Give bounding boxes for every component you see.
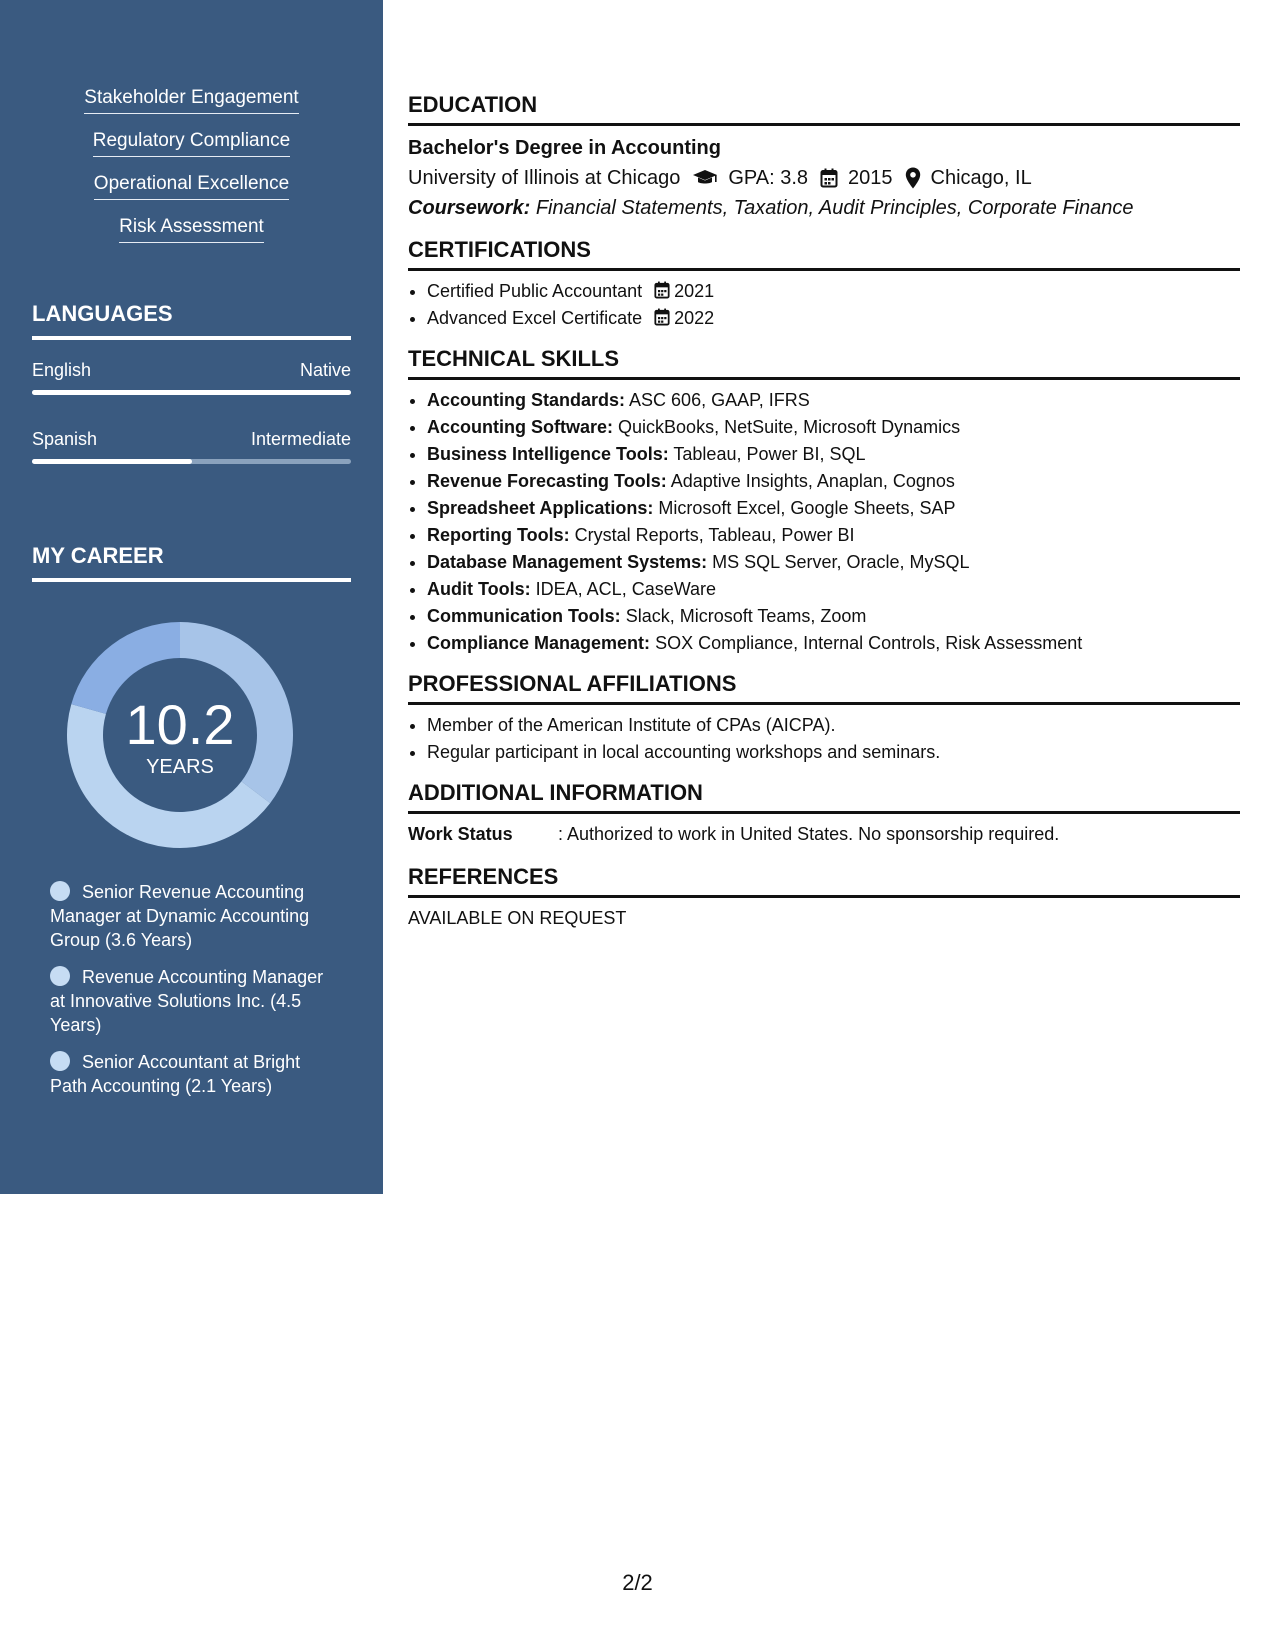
references-text: AVAILABLE ON REQUEST xyxy=(408,908,627,928)
list-item xyxy=(427,630,1240,657)
skill-label: Audit Tools: xyxy=(427,579,531,599)
list-item xyxy=(427,549,1240,576)
skill-label: Revenue Forecasting Tools: xyxy=(427,471,667,491)
calendar-icon xyxy=(820,168,838,188)
language-level: Native xyxy=(299,360,351,380)
language-bar-fill xyxy=(32,459,192,464)
skill-value: Crystal Reports, Tableau, Power BI xyxy=(574,525,855,545)
bullet-dot-icon xyxy=(50,1051,70,1071)
list-item xyxy=(427,414,1240,441)
technical-skills-list xyxy=(408,387,1240,657)
skill-label: Business Intelligence Tools: xyxy=(427,444,669,464)
career-heading: MY CAREER xyxy=(32,541,351,582)
list-item xyxy=(427,522,1240,549)
location-pin-icon xyxy=(905,167,921,189)
certifications-heading: CERTIFICATIONS xyxy=(408,235,1240,271)
list-item: • Regular participant in local accounting workshops and seminars. xyxy=(427,739,1240,766)
school-name: University of Illinois at Chicago xyxy=(408,167,681,189)
certification-name: Certified Public Accountant xyxy=(427,281,643,301)
coursework xyxy=(408,193,1240,223)
page-number: 2/2 xyxy=(622,1570,653,1595)
additional-info-heading: ADDITIONAL INFORMATION xyxy=(408,778,1240,814)
career-item xyxy=(50,1050,340,1098)
language-row-spanish xyxy=(32,428,351,450)
list-item xyxy=(427,495,1240,522)
skill-link[interactable]: Stakeholder Engagement xyxy=(84,86,298,114)
list-item xyxy=(427,576,1240,603)
certification-name: Advanced Excel Certificate xyxy=(427,308,643,328)
skill-label: Database Management Systems: xyxy=(427,552,708,572)
language-name: English xyxy=(32,360,92,380)
skill-label: Compliance Management: xyxy=(427,633,651,653)
language-row-english xyxy=(32,359,351,381)
location: Chicago, IL xyxy=(930,167,1032,189)
career-item xyxy=(50,965,340,1037)
skill-label: Reporting Tools: xyxy=(427,525,570,545)
language-name: Spanish xyxy=(32,429,98,449)
skill-value: Tableau, Power BI, SQL xyxy=(673,444,866,464)
skill-value: QuickBooks, NetSuite, Microsoft Dynamics xyxy=(618,417,961,437)
list-item xyxy=(427,278,1240,305)
career-list xyxy=(50,880,340,1111)
graduation-cap-icon xyxy=(692,169,718,187)
skill-value: Adaptive Insights, Anaplan, Cognos xyxy=(670,471,955,491)
language-bar-fill xyxy=(32,390,351,395)
skill-value: ASC 606, GAAP, IFRS xyxy=(629,390,810,410)
gpa: GPA: 3.8 xyxy=(728,167,809,189)
calendar-icon xyxy=(654,308,670,326)
skill-label: Spreadsheet Applications: xyxy=(427,498,654,518)
language-bar-spanish xyxy=(32,459,351,464)
list-item xyxy=(427,468,1240,495)
skill-value: SOX Compliance, Internal Controls, Risk Assessment xyxy=(655,633,1083,653)
degree-title: Bachelor's Degree in Accounting xyxy=(408,137,721,159)
work-status-label: Work Status xyxy=(408,824,513,844)
career-total-value: 10.2 xyxy=(125,693,235,756)
references-heading: REFERENCES xyxy=(408,862,1240,898)
languages-heading: LANGUAGES xyxy=(32,299,351,340)
certifications-list xyxy=(408,278,1240,332)
skill-link[interactable]: Regulatory Compliance xyxy=(93,129,291,157)
list-item xyxy=(427,441,1240,468)
career-donut-chart xyxy=(65,620,295,850)
sidebar xyxy=(0,0,383,1194)
education-details xyxy=(408,163,1240,193)
skill-list xyxy=(0,86,383,258)
list-item xyxy=(427,305,1240,332)
main-content xyxy=(408,90,1240,932)
technical-skills-heading: TECHNICAL SKILLS xyxy=(408,344,1240,380)
list-item: • Member of the American Institute of CPAs (AICPA). xyxy=(427,712,1240,739)
career-item-text: Senior Accountant at Bright Path Accounting (2.1 Years) xyxy=(50,1052,301,1096)
work-status-value: : Authorized to work in United States. No sponsorship required. xyxy=(558,824,1060,844)
skill-value: IDEA, ACL, CaseWare xyxy=(535,579,717,599)
language-level: Intermediate xyxy=(250,429,351,449)
skill-label: Accounting Standards: xyxy=(427,390,626,410)
affiliations-heading: PROFESSIONAL AFFILIATIONS xyxy=(408,669,1240,705)
certification-year: 2022 xyxy=(674,308,715,328)
work-status-row xyxy=(408,821,1240,848)
coursework-label: Coursework: xyxy=(408,197,531,219)
calendar-icon xyxy=(654,281,670,299)
language-bar-english xyxy=(32,390,351,395)
career-item-text: Revenue Accounting Manager at Innovative Solutions Inc. (4.5 Years) xyxy=(50,967,324,1035)
skill-value: Microsoft Excel, Google Sheets, SAP xyxy=(658,498,956,518)
list-item xyxy=(427,603,1240,630)
career-item-text: Senior Revenue Accounting Manager at Dynamic Accounting Group (3.6 Years) xyxy=(50,882,310,950)
graduation-year: 2015 xyxy=(848,167,893,189)
education-heading: EDUCATION xyxy=(408,90,1240,126)
coursework-value: Financial Statements, Taxation, Audit Principles, Corporate Finance xyxy=(535,197,1134,219)
list-item xyxy=(427,387,1240,414)
skill-link[interactable]: Operational Excellence xyxy=(94,172,289,200)
skill-label: Communication Tools: xyxy=(427,606,621,626)
skill-value: MS SQL Server, Oracle, MySQL xyxy=(712,552,970,572)
career-item xyxy=(50,880,340,952)
career-total-unit: YEARS xyxy=(146,756,214,778)
skill-value: Slack, Microsoft Teams, Zoom xyxy=(625,606,867,626)
skill-link[interactable]: Risk Assessment xyxy=(119,215,264,243)
bullet-dot-icon xyxy=(50,881,70,901)
affiliations-list xyxy=(408,712,1240,766)
skill-label: Accounting Software: xyxy=(427,417,614,437)
bullet-dot-icon xyxy=(50,966,70,986)
certification-year: 2021 xyxy=(674,281,715,301)
